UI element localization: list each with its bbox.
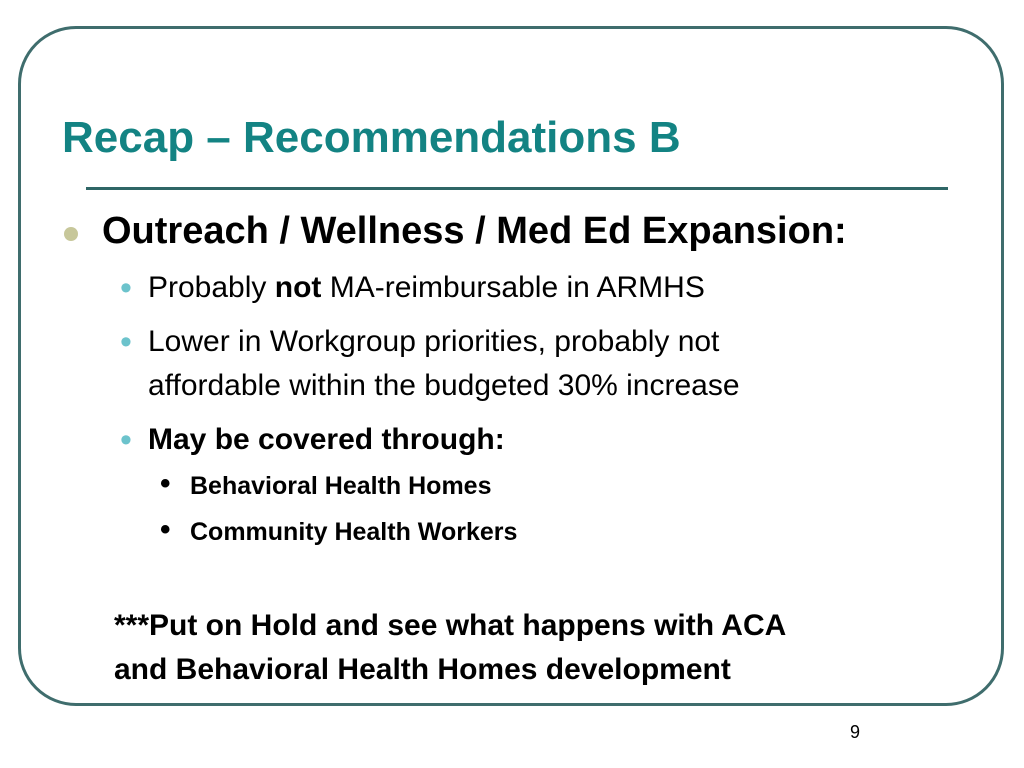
hold-note: [114, 604, 786, 692]
bullet-dot-icon: •: [120, 421, 132, 459]
title-underline: [86, 187, 948, 190]
bullet-dot-icon: •: [160, 513, 171, 546]
bullet-dot-icon: •: [160, 467, 171, 500]
text-part: Probably: [148, 271, 275, 304]
slide-title: Recap – Recommendations B: [62, 113, 681, 162]
sub-sub-bullet-text: Behavioral Health Homes: [190, 472, 492, 500]
sub-bullet-text: [148, 266, 705, 310]
page-number: 9: [850, 722, 861, 742]
sub-sub-bullet-text: Community Health Workers: [190, 518, 518, 546]
hold-note-line2: and Behavioral Health Homes development: [114, 653, 731, 686]
main-bullet-text: Outreach / Wellness / Med Ed Expansion:: [102, 210, 847, 252]
sub-bullet-text-line2: affordable within the budgeted 30% increase: [148, 369, 740, 402]
bullet-dot-icon: •: [120, 323, 132, 361]
hold-note-line1: ***Put on Hold and see what happens with ACA: [114, 609, 787, 642]
sub-bullet-text-line1: Lower in Workgroup priorities, probably not: [148, 325, 720, 358]
emphasis-not: not: [274, 271, 322, 304]
bullet-dot-icon: [64, 227, 78, 241]
sub-bullet-text: May be covered through:: [148, 423, 505, 456]
text-part: MA-reimbursable in ARMHS: [321, 271, 705, 304]
bullet-dot-icon: •: [120, 269, 132, 307]
